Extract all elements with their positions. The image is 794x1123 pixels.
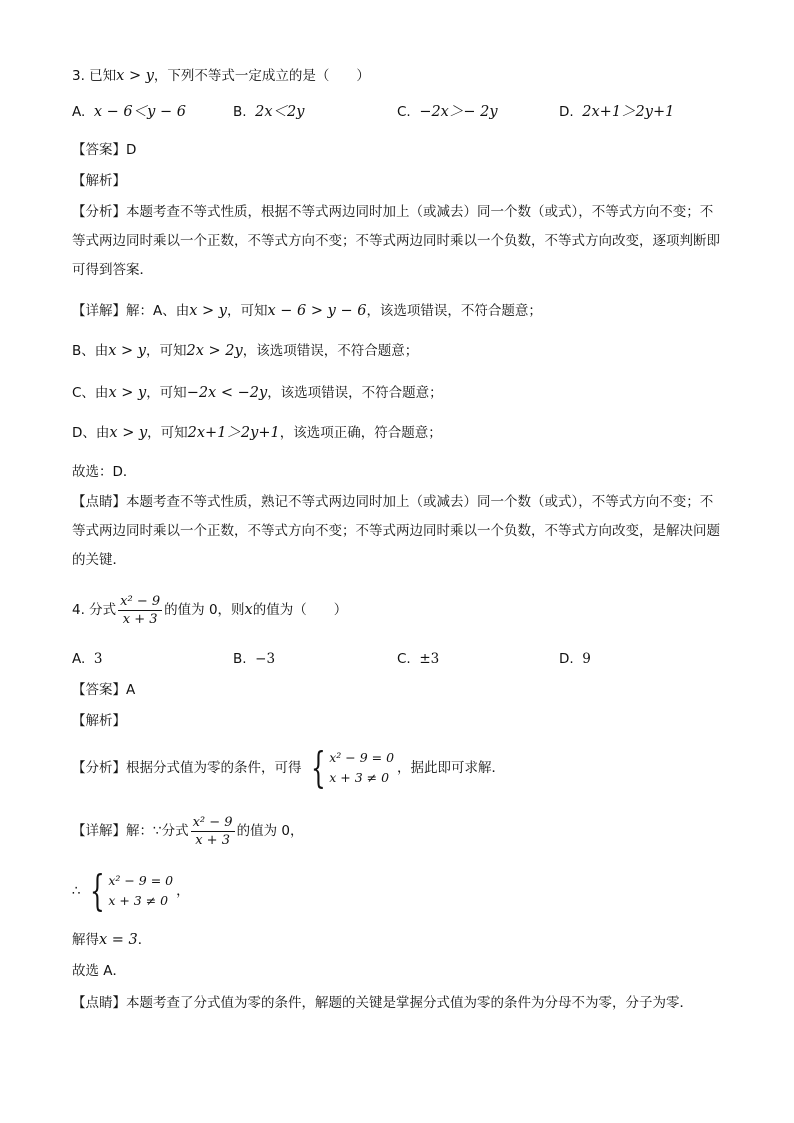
therefore-symbol: ∴: [72, 883, 81, 899]
detail-mid: ，可知: [227, 303, 268, 319]
fraction-numerator: x² − 9: [120, 593, 161, 609]
fenxi-suffix: ，据此即可求解．: [397, 760, 506, 776]
q3-option-d: [559, 102, 674, 122]
q4-option-d: [559, 649, 591, 669]
q3-dianjing: [72, 488, 722, 575]
detail-result: 2x > 2y: [186, 343, 243, 359]
detail-suffix: ，该选项错误，不符合题意；: [242, 343, 419, 359]
q3-analysis-tag: 【解析】: [72, 173, 126, 189]
dianjing-tag: 【点睛】: [72, 995, 126, 1011]
detail-cond: x > y: [109, 425, 148, 441]
detail-suffix: ，该选项正确，符合题意；: [279, 425, 442, 441]
q4-option-c: [397, 649, 439, 669]
q4-stem-suffix: 的值为（ ）: [252, 602, 348, 618]
q3-option-b: [233, 102, 304, 122]
system-row: x² − 9 = 0: [329, 750, 395, 765]
option-expr: 2x＜2y: [255, 104, 305, 120]
detail-mid: ，可知: [146, 343, 187, 359]
detail-cond: x > y: [189, 303, 227, 319]
detail-suffix: ，该选项错误，不符合题意；: [267, 385, 443, 401]
q3-stem-math: x > y: [116, 68, 154, 84]
q4-option-a: [72, 649, 102, 669]
detail-result: x − 6 > y − 6: [267, 303, 367, 319]
fenxi-text: 本题考查不等式性质，根据不等式两边同时加上（或减去）同一个数（或式），不等式方向不变；不等式两边同时乘以一个正数，不等式方向不变；不等式两边同时乘以一个负数，不等式方向改变，逐项判断即可得到答案．: [72, 204, 720, 278]
q4-answer: [72, 680, 135, 700]
q3-stem: [72, 66, 370, 86]
detail-fraction: [191, 815, 235, 848]
dianjing-text: 本题考查不等式性质，熟记不等式两边同时加上（或减去）同一个数（或式），不等式方向不变；不等式两边同时乘以一个正数，不等式方向不变；不等式两边同时乘以一个负数，不等式方向改变，是解决问题的关键．: [72, 494, 720, 568]
q3-choice: 故选：D．: [72, 464, 137, 480]
dianjing-tag: 【点睛】: [72, 494, 126, 510]
dianjing-text: 本题考查了分式值为零的条件，解题的关键是掌握分式值为零的条件为分母不为零，分子为零．: [126, 995, 693, 1011]
option-expr: −2x＞− 2y: [419, 104, 498, 120]
detail-suffix: 的值为 0，: [236, 823, 304, 839]
option-label: B.: [233, 104, 247, 120]
q3-detail-a: [72, 301, 542, 321]
q3-detail-c: [72, 383, 443, 403]
solve-prefix: 解得: [72, 932, 99, 948]
option-expr: x − 6＜y − 6: [93, 104, 186, 120]
q4-stem-fraction: [118, 594, 162, 627]
option-label: B.: [233, 651, 247, 667]
detail-cond: x > y: [108, 343, 147, 359]
option-expr: 9: [582, 651, 591, 667]
detail-prefix: D、由: [72, 425, 110, 441]
detail-prefix: C、由: [72, 385, 109, 401]
option-label: A.: [72, 104, 86, 120]
option-expr: −3: [255, 651, 276, 667]
q4-choice: 故选 A．: [72, 963, 127, 979]
q3-option-a: [72, 102, 186, 122]
detail-tag: 【详解】: [72, 303, 126, 319]
q4-option-b: [233, 649, 275, 669]
solve-math: x = 3: [99, 932, 138, 948]
q4-detail: [72, 811, 303, 851]
fraction-numerator: x² − 9: [192, 814, 233, 830]
detail-mid: ，可知: [146, 385, 187, 401]
fenxi-tag: 【分析】: [72, 760, 126, 776]
q3-answer: [72, 140, 136, 160]
detail-prefix: B、由: [72, 343, 109, 359]
q4-stem: [72, 592, 347, 628]
fraction-denominator: x + 3: [195, 832, 230, 848]
detail-suffix: ，该选项错误，不符合题意；: [366, 303, 542, 319]
detail-tag: 【详解】: [72, 823, 126, 839]
q4-fenxi: [72, 745, 505, 791]
detail-prefix: 解：A、由: [126, 303, 190, 319]
left-brace: {: [89, 866, 105, 915]
therefore-equation-system: [84, 866, 174, 915]
option-expr: 3: [93, 651, 103, 667]
q3-option-c: [397, 102, 498, 122]
q4-stem-var: x: [244, 602, 253, 618]
therefore-end: ，: [176, 883, 190, 899]
q4-therefore: [72, 868, 190, 914]
q3-detail-d: [72, 423, 442, 443]
option-expr: ±3: [419, 651, 440, 667]
q4-analysis-tag: 【解析】: [72, 713, 126, 729]
detail-result: 2x+1＞2y+1: [187, 425, 280, 441]
left-brace: {: [310, 743, 326, 792]
option-label: D.: [559, 651, 574, 667]
detail-result: −2x < −2y: [186, 385, 268, 401]
system-row: x + 3 ≠ 0: [329, 770, 390, 785]
q4-solve: [72, 930, 151, 950]
answer-value: A: [126, 682, 136, 698]
q3-stem-prefix: 3. 已知: [72, 68, 117, 84]
fenxi-equation-system: [305, 743, 395, 792]
q4-stem-prefix: 4. 分式: [72, 602, 117, 618]
option-expr: 2x+1＞2y+1: [582, 104, 675, 120]
q4-stem-mid: 的值为 0，则: [164, 602, 245, 618]
q3-fenxi: [72, 198, 722, 285]
q3-stem-suffix: ，下列不等式一定成立的是（ ）: [153, 68, 370, 84]
answer-tag: 【答案】: [72, 682, 126, 698]
detail-cond: x > y: [108, 385, 147, 401]
solve-suffix: ．: [137, 932, 152, 948]
option-label: C.: [397, 651, 411, 667]
option-label: D.: [559, 104, 574, 120]
q4-dianjing: [72, 993, 693, 1013]
fenxi-prefix: 根据分式值为零的条件，可得: [126, 760, 302, 776]
option-label: A.: [72, 651, 86, 667]
q3-detail-b: [72, 341, 418, 361]
answer-tag: 【答案】: [72, 142, 126, 158]
system-row: x² − 9 = 0: [108, 873, 174, 888]
system-row: x + 3 ≠ 0: [108, 893, 169, 908]
fenxi-tag: 【分析】: [72, 204, 126, 220]
detail-prefix: 解：∵分式: [126, 823, 189, 839]
detail-mid: ，可知: [147, 425, 188, 441]
answer-value: D: [126, 142, 137, 158]
option-label: C.: [397, 104, 411, 120]
fraction-denominator: x + 3: [122, 611, 158, 627]
